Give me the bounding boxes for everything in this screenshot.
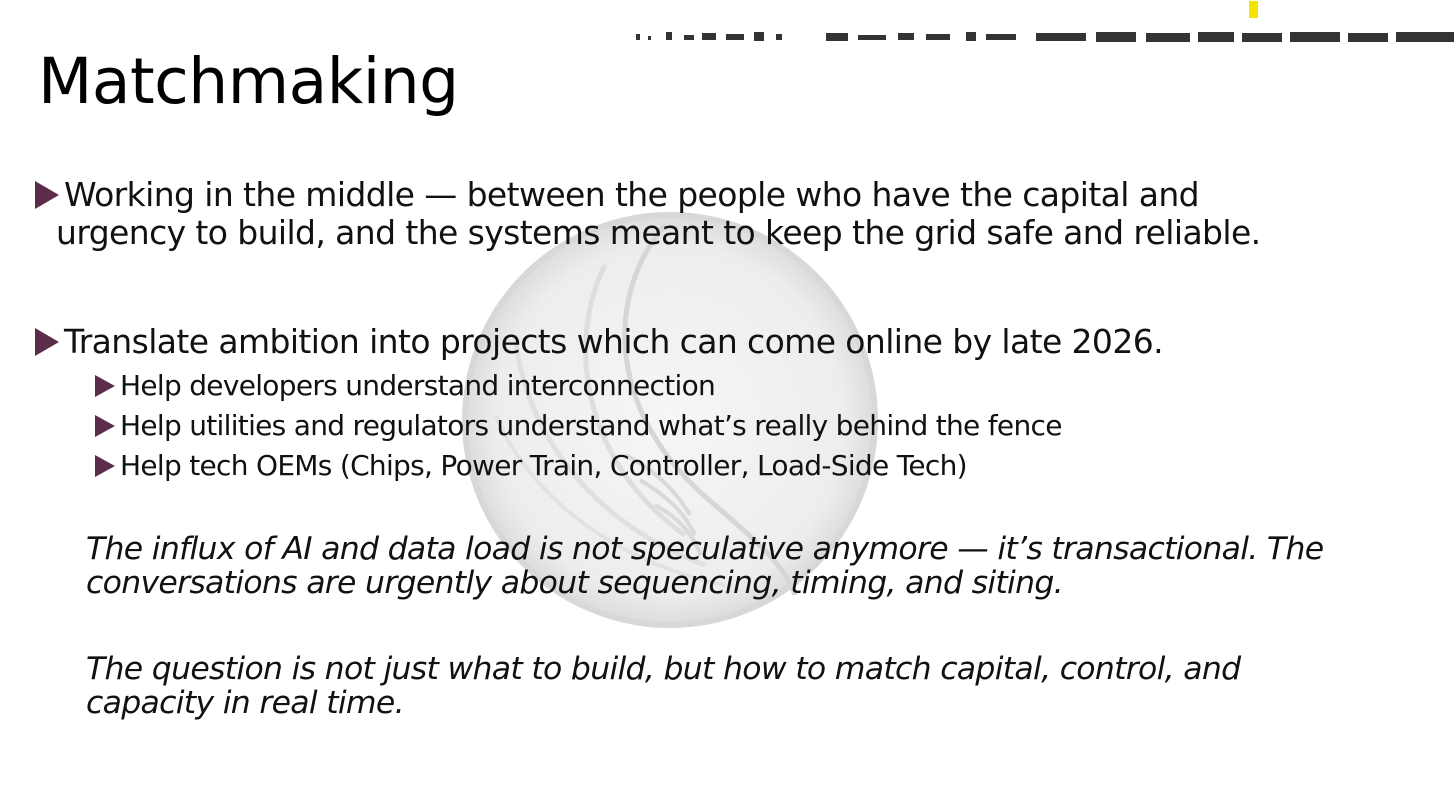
sub-bullet-developers xyxy=(95,369,715,403)
bullet-line-continuation: urgency to build, and the systems meant to keep the grid safe and reliable. xyxy=(56,213,1261,252)
header-noise-strip xyxy=(636,28,1456,48)
accent-mark xyxy=(1249,1,1258,18)
quote-influx-line-1: The influx of AI and data load is not speculative anymore — it’s transactional. The xyxy=(86,531,1324,567)
quote-influx-line-2: conversations are urgently about sequencing, timing, and siting. xyxy=(86,565,1063,601)
bullet-line: Working in the middle — between the people who have the capital and xyxy=(64,175,1200,214)
sub-bullet-utilities xyxy=(95,409,1062,443)
quote-question-line-1: The question is not just what to build, but how to match capital, control, and xyxy=(86,651,1241,687)
triangle-bullet-icon xyxy=(35,181,59,209)
triangle-bullet-icon xyxy=(95,375,115,397)
sub-bullet-tech-oems xyxy=(95,449,967,483)
bullet-line: Translate ambition into projects which can come online by late 2026. xyxy=(64,322,1164,361)
triangle-bullet-icon xyxy=(35,328,59,356)
bullet-translate-ambition xyxy=(35,323,1163,361)
sub-bullet-text: Help tech OEMs (Chips, Power Train, Controller, Load-Side Tech) xyxy=(120,449,967,482)
sub-bullet-text: Help utilities and regulators understand what’s really behind the fence xyxy=(120,409,1062,442)
triangle-bullet-icon xyxy=(95,415,115,437)
triangle-bullet-icon xyxy=(95,455,115,477)
sub-bullet-text: Help developers understand interconnection xyxy=(120,369,716,402)
slide-title: Matchmaking xyxy=(38,45,459,118)
quote-question-line-2: capacity in real time. xyxy=(86,685,404,721)
bullet-working-in-the-middle xyxy=(35,176,1199,214)
